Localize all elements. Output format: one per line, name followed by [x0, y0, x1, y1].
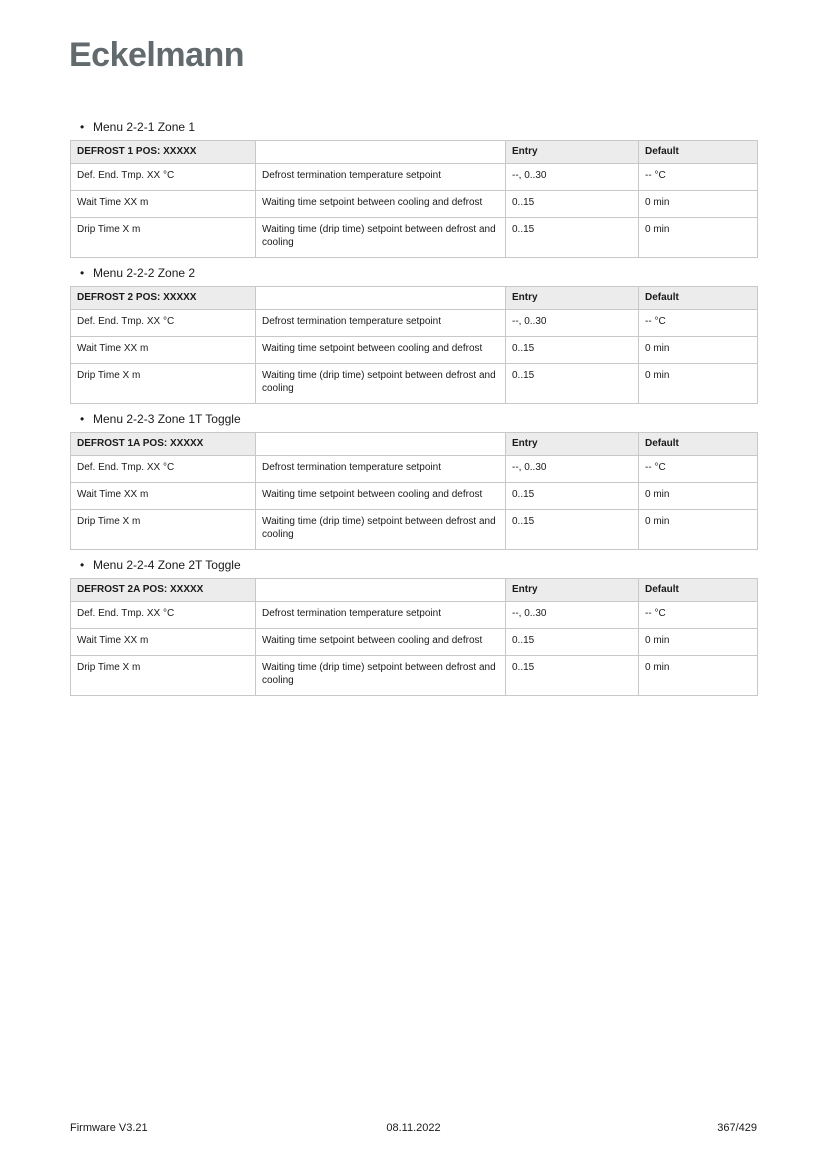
table-cell: Wait Time XX m: [71, 337, 256, 364]
table-cell: 0..15: [506, 510, 639, 550]
table-cell: Waiting time setpoint between cooling and defrost: [256, 191, 506, 218]
table-cell: Drip Time X m: [71, 656, 256, 696]
table-cell: Waiting time setpoint between cooling and defrost: [256, 337, 506, 364]
default-header-cell: Default: [639, 579, 758, 602]
bullet-icon: •: [80, 412, 85, 426]
menu-sections: [70, 120, 757, 696]
page-content: [70, 120, 757, 696]
table-cell: Defrost termination temperature setpoint: [256, 310, 506, 337]
table-cell: 0 min: [639, 191, 758, 218]
table-cell: --, 0..30: [506, 602, 639, 629]
table-cell: --, 0..30: [506, 456, 639, 483]
default-header-cell: Default: [639, 433, 758, 456]
entry-header-cell: Entry: [506, 433, 639, 456]
table-cell: Def. End. Tmp. XX °C: [71, 602, 256, 629]
bullet-icon: •: [80, 120, 85, 134]
table-row: [71, 164, 758, 191]
table-cell: -- °C: [639, 310, 758, 337]
page-footer: [70, 1121, 757, 1135]
table-cell: Wait Time XX m: [71, 191, 256, 218]
table-cell: Drip Time X m: [71, 364, 256, 404]
table-title-cell: DEFROST 1A POS: XXXXX: [71, 433, 256, 456]
parameter-table: [70, 286, 758, 404]
table-row: [71, 310, 758, 337]
table-header-row: [71, 579, 758, 602]
table-cell: 0..15: [506, 337, 639, 364]
table-cell: 0 min: [639, 218, 758, 258]
table-cell: Def. End. Tmp. XX °C: [71, 310, 256, 337]
menu-section: [70, 558, 757, 696]
table-cell: Def. End. Tmp. XX °C: [71, 456, 256, 483]
table-cell: 0 min: [639, 364, 758, 404]
section-heading-text: Menu 2-2-1 Zone 1: [93, 120, 196, 134]
table-cell: 0..15: [506, 483, 639, 510]
footer-date: 08.11.2022: [386, 1122, 441, 1134]
empty-header-cell: [256, 287, 506, 310]
footer-page-number: 367/429: [717, 1122, 757, 1134]
table-row: [71, 483, 758, 510]
table-cell: Waiting time setpoint between cooling and defrost: [256, 483, 506, 510]
table-row: [71, 629, 758, 656]
table-cell: 0 min: [639, 656, 758, 696]
table-row: [71, 191, 758, 218]
parameter-table: [70, 578, 758, 696]
section-heading-text: Menu 2-2-4 Zone 2T Toggle: [93, 558, 241, 572]
table-cell: Defrost termination temperature setpoint: [256, 164, 506, 191]
bullet-icon: •: [80, 558, 85, 572]
table-cell: 0..15: [506, 656, 639, 696]
section-heading: [70, 120, 757, 134]
table-cell: -- °C: [639, 602, 758, 629]
table-cell: Wait Time XX m: [71, 629, 256, 656]
table-cell: Wait Time XX m: [71, 483, 256, 510]
table-cell: 0..15: [506, 629, 639, 656]
empty-header-cell: [256, 141, 506, 164]
entry-header-cell: Entry: [506, 579, 639, 602]
table-cell: --, 0..30: [506, 310, 639, 337]
table-cell: Waiting time (drip time) setpoint between defrost and cooling: [256, 364, 506, 404]
bullet-icon: •: [80, 266, 85, 280]
table-row: [71, 602, 758, 629]
menu-section: [70, 266, 757, 404]
table-title-cell: DEFROST 2 POS: XXXXX: [71, 287, 256, 310]
default-header-cell: Default: [639, 141, 758, 164]
table-cell: 0 min: [639, 510, 758, 550]
table-cell: Waiting time setpoint between cooling and defrost: [256, 629, 506, 656]
default-header-cell: Default: [639, 287, 758, 310]
table-cell: Def. End. Tmp. XX °C: [71, 164, 256, 191]
section-heading-text: Menu 2-2-2 Zone 2: [93, 266, 196, 280]
table-title-cell: DEFROST 1 POS: XXXXX: [71, 141, 256, 164]
table-cell: Waiting time (drip time) setpoint between defrost and cooling: [256, 656, 506, 696]
parameter-table: [70, 140, 758, 258]
table-row: [71, 337, 758, 364]
table-cell: 0..15: [506, 218, 639, 258]
entry-header-cell: Entry: [506, 141, 639, 164]
section-heading-text: Menu 2-2-3 Zone 1T Toggle: [93, 412, 241, 426]
table-cell: Defrost termination temperature setpoint: [256, 602, 506, 629]
table-title-cell: DEFROST 2A POS: XXXXX: [71, 579, 256, 602]
menu-section: [70, 412, 757, 550]
section-heading: [70, 558, 757, 572]
table-cell: -- °C: [639, 164, 758, 191]
table-row: [71, 364, 758, 404]
table-header-row: [71, 287, 758, 310]
entry-header-cell: Entry: [506, 287, 639, 310]
table-cell: Defrost termination temperature setpoint: [256, 456, 506, 483]
section-heading: [70, 412, 757, 426]
table-cell: --, 0..30: [506, 164, 639, 191]
table-cell: 0 min: [639, 629, 758, 656]
table-row: [71, 218, 758, 258]
section-heading: [70, 266, 757, 280]
table-cell: Drip Time X m: [71, 218, 256, 258]
parameter-table: [70, 432, 758, 550]
table-cell: 0 min: [639, 483, 758, 510]
table-cell: 0 min: [639, 337, 758, 364]
table-cell: 0..15: [506, 191, 639, 218]
table-cell: Waiting time (drip time) setpoint between defrost and cooling: [256, 218, 506, 258]
menu-section: [70, 120, 757, 258]
table-cell: 0..15: [506, 364, 639, 404]
eckelmann-logo: Eckelmann: [69, 36, 245, 74]
footer-firmware-version: Firmware V3.21: [70, 1122, 148, 1134]
table-row: [71, 510, 758, 550]
table-cell: -- °C: [639, 456, 758, 483]
table-row: [71, 456, 758, 483]
table-row: [71, 656, 758, 696]
empty-header-cell: [256, 433, 506, 456]
empty-header-cell: [256, 579, 506, 602]
table-cell: Drip Time X m: [71, 510, 256, 550]
table-header-row: [71, 141, 758, 164]
table-header-row: [71, 433, 758, 456]
table-cell: Waiting time (drip time) setpoint between defrost and cooling: [256, 510, 506, 550]
